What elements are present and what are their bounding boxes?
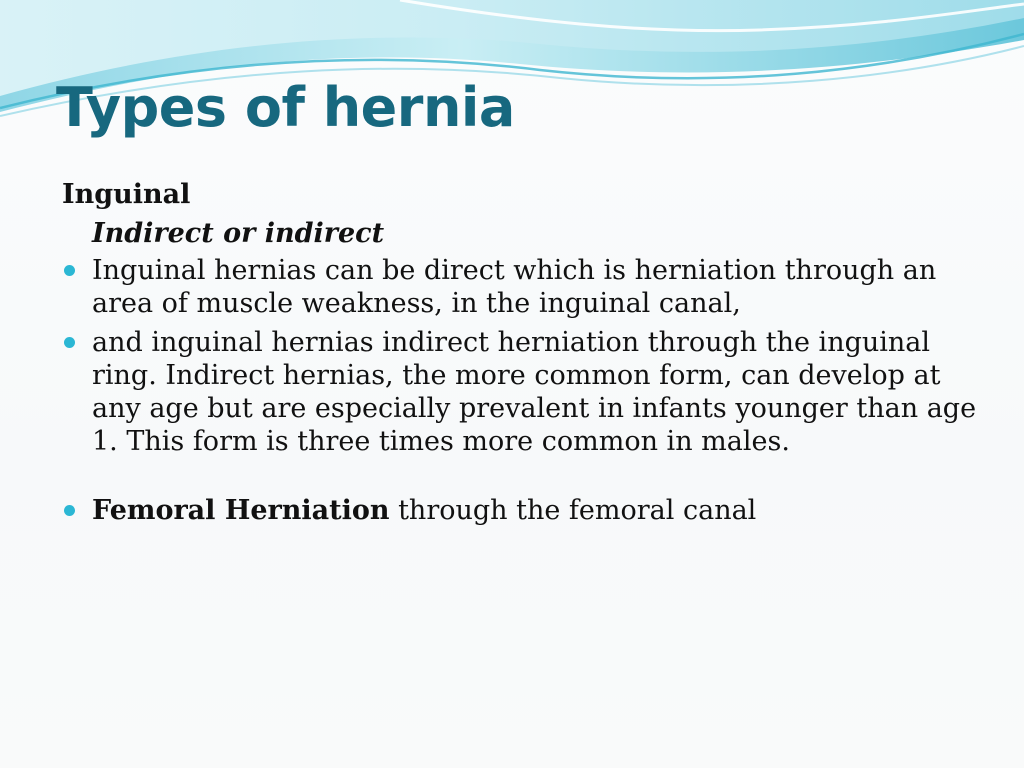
bullet-item (62, 494, 982, 527)
bullet-dot-icon (64, 337, 75, 348)
bullet-dot-icon (64, 505, 75, 516)
bullet-text: and inguinal hernias indirect herniation through the inguinal ring. Indirect hernias, the more common form, can develop at any age but are especially prevalent in infants younger than age 1. This form is three times more common in males. (92, 327, 977, 457)
bullet-term: Femoral Herniation (92, 495, 390, 526)
slide-body (62, 176, 982, 533)
section-heading: Inguinal (62, 179, 191, 210)
bullet-text: through the femoral canal (389, 495, 757, 526)
slide-title: Types of hernia (56, 76, 515, 139)
bullet-item (62, 254, 982, 320)
bullet-text: Inguinal hernias can be direct which is herniation through an area of muscle weakness, in the inguinal canal, (92, 255, 937, 319)
bullet-item (62, 326, 982, 458)
bullet-list (62, 254, 982, 527)
bullet-dot-icon (64, 265, 75, 276)
section-subheading: Indirect or indirect (92, 218, 385, 249)
